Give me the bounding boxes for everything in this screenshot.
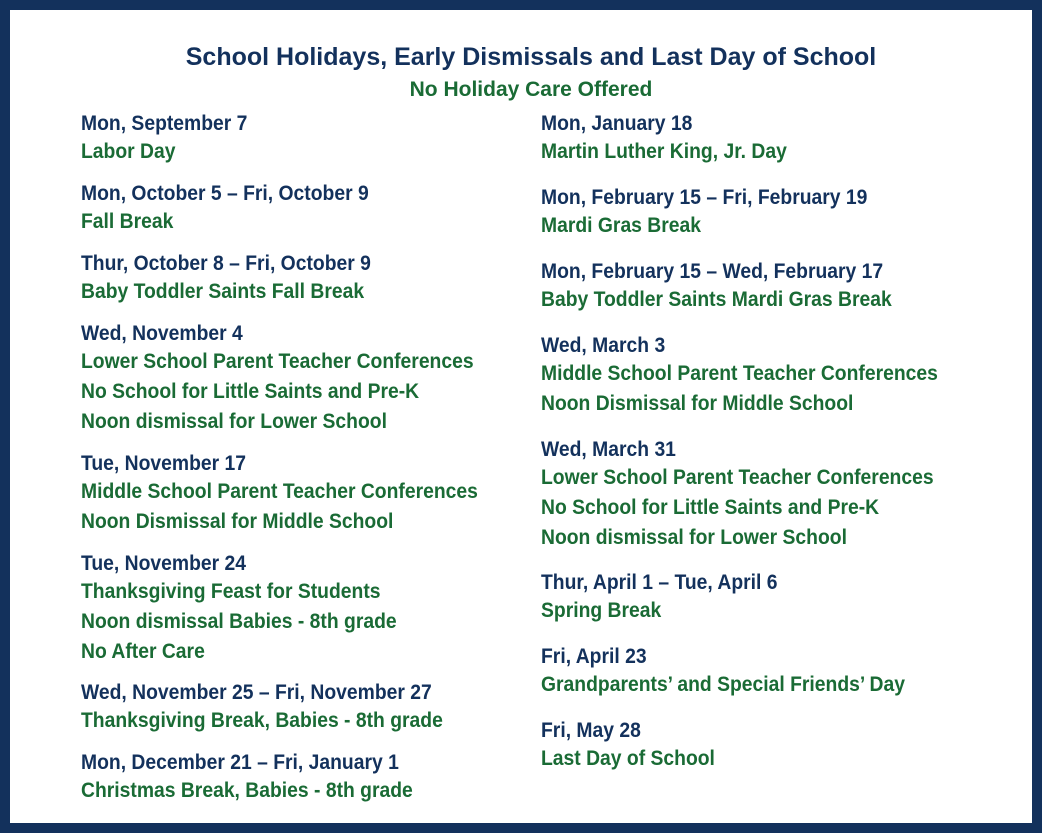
event-date: Wed, November 25 – Fri, November 27 [81, 681, 432, 704]
event-entry [81, 750, 442, 806]
page-subtitle: No Holiday Care Offered [409, 78, 653, 101]
event-entry [81, 451, 512, 537]
event-date: Thur, April 1 – Tue, April 6 [541, 571, 778, 594]
event-date: Mon, October 5 – Fri, October 9 [81, 182, 369, 205]
event-entry [541, 259, 922, 315]
event-entry [541, 437, 968, 553]
event-entry [81, 181, 394, 237]
event-description: Middle School Parent Teacher Conferences [81, 480, 478, 503]
event-entry [81, 321, 508, 437]
event-description: No School for Little Saints and Pre-K [541, 496, 880, 519]
event-date: Mon, February 15 – Fri, February 19 [541, 186, 868, 209]
event-date: Thur, October 8 – Fri, October 9 [81, 252, 371, 275]
event-entry [541, 333, 972, 419]
event-date: Mon, January 18 [541, 112, 693, 135]
event-entry [541, 718, 730, 774]
event-description: Grandparents’ and Special Friends’ Day [541, 673, 905, 696]
event-entry [81, 111, 262, 167]
event-description: No After Care [81, 640, 205, 663]
event-description: Noon dismissal for Lower School [541, 526, 847, 549]
event-date: Fri, April 23 [541, 645, 647, 668]
event-description: No School for Little Saints and Pre-K [81, 380, 420, 403]
event-description: Christmas Break, Babies - 8th grade [81, 779, 413, 802]
event-description: Baby Toddler Saints Fall Break [81, 280, 365, 303]
event-entry [541, 644, 937, 700]
event-date: Wed, March 31 [541, 438, 676, 461]
event-date: Wed, March 3 [541, 334, 666, 357]
event-description: Spring Break [541, 599, 662, 622]
event-description: Mardi Gras Break [541, 214, 702, 237]
event-description: Noon Dismissal for Middle School [541, 392, 854, 415]
event-entry [541, 111, 808, 167]
event-date: Mon, December 21 – Fri, January 1 [81, 751, 399, 774]
event-description: Middle School Parent Teacher Conferences [541, 362, 938, 385]
event-entry [541, 185, 896, 241]
event-description: Fall Break [81, 210, 174, 233]
event-entry [81, 551, 424, 667]
event-description: Noon Dismissal for Middle School [81, 510, 394, 533]
event-date: Mon, February 15 – Wed, February 17 [541, 260, 884, 283]
event-entry [81, 680, 474, 736]
event-date: Mon, September 7 [81, 112, 248, 135]
event-date: Tue, November 24 [81, 552, 246, 575]
page-title: School Holidays, Early Dismissals and Last Day of School [185, 43, 877, 71]
event-description: Last Day of School [541, 747, 715, 770]
event-description: Noon dismissal Babies - 8th grade [81, 610, 397, 633]
event-description: Martin Luther King, Jr. Day [541, 140, 787, 163]
event-description: Thanksgiving Feast for Students [81, 580, 381, 603]
event-date: Wed, November 4 [81, 322, 243, 345]
event-date: Tue, November 17 [81, 452, 246, 475]
event-description: Baby Toddler Saints Mardi Gras Break [541, 288, 892, 311]
event-description: Labor Day [81, 140, 176, 163]
event-description: Lower School Parent Teacher Conferences [81, 350, 474, 373]
event-date: Fri, May 28 [541, 719, 641, 742]
event-entry [541, 570, 798, 626]
event-description: Noon dismissal for Lower School [81, 410, 387, 433]
event-description: Thanksgiving Break, Babies - 8th grade [81, 709, 443, 732]
event-description: Lower School Parent Teacher Conferences [541, 466, 934, 489]
event-entry [81, 251, 396, 307]
